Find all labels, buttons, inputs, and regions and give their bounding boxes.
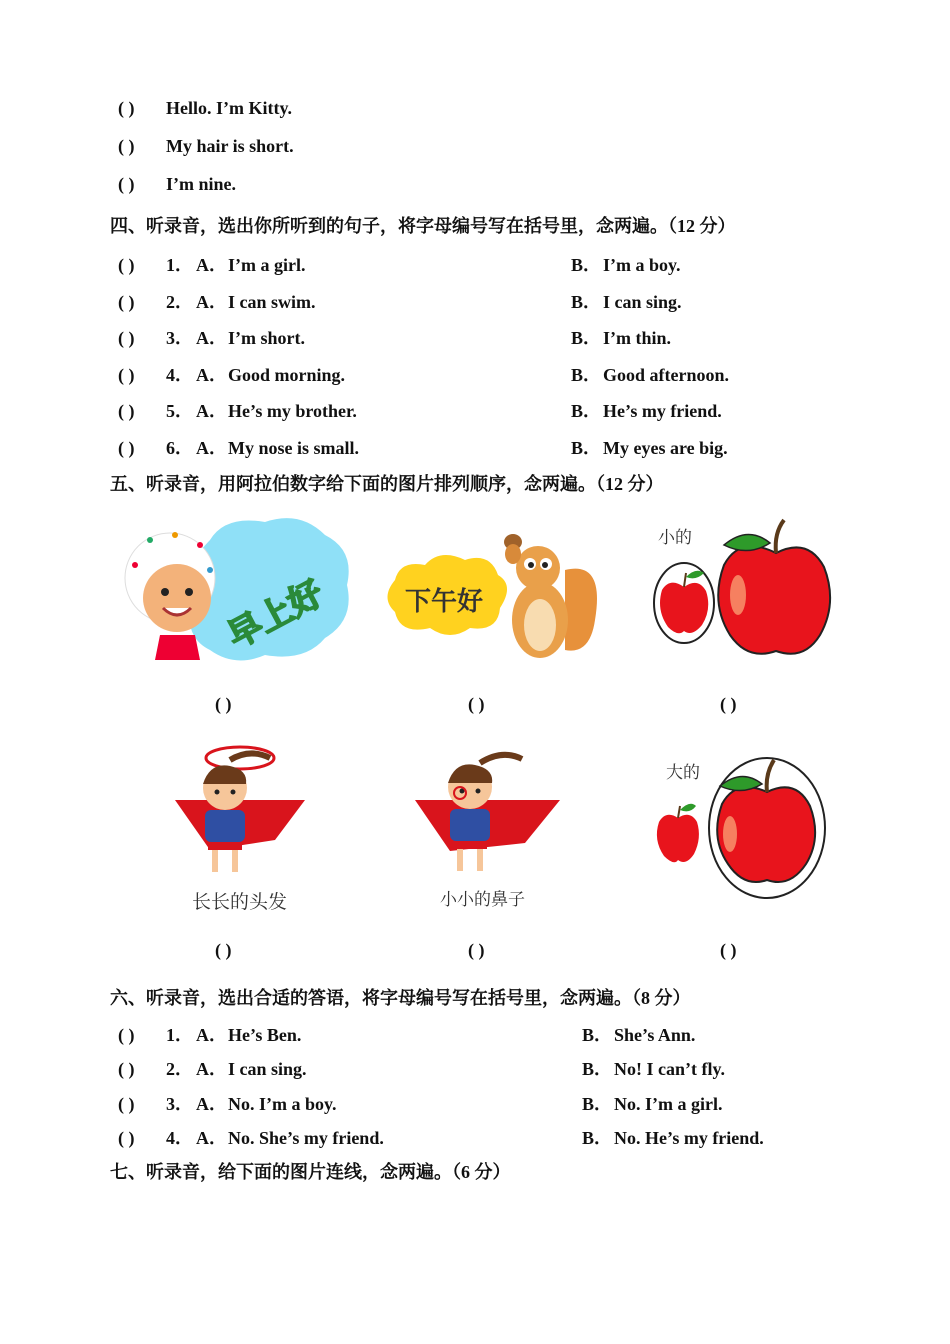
option-b-label: B． bbox=[582, 1128, 613, 1148]
answer-paren[interactable]: ( ) bbox=[118, 136, 135, 156]
option-b-label: B． bbox=[571, 292, 602, 312]
answer-paren[interactable]: ( ) bbox=[118, 438, 135, 458]
s4-question-5-b bbox=[571, 397, 722, 423]
section4-heading: 四、听录音，选出你所听到的句子，将字母编号写在括号里，念两遍。（12 分） bbox=[110, 216, 736, 236]
q-number: 5． bbox=[166, 401, 193, 421]
option-a-text: I can sing. bbox=[228, 1059, 307, 1079]
s6-question-4-b bbox=[582, 1124, 764, 1150]
s4-question-3-b bbox=[571, 324, 671, 350]
option-b-text: Good afternoon. bbox=[603, 365, 729, 385]
answer-paren[interactable]: ( ) bbox=[118, 401, 135, 421]
picture-order-blank-6[interactable]: ( ) bbox=[720, 940, 737, 960]
s6-question-2-b bbox=[582, 1055, 725, 1081]
girl-face bbox=[143, 564, 211, 632]
option-a-text: My nose is small. bbox=[228, 438, 360, 458]
s4-question-4-b bbox=[571, 361, 729, 387]
small-apple bbox=[657, 815, 699, 862]
s6-question-2 bbox=[118, 1055, 307, 1081]
s3-item-text: My hair is short. bbox=[166, 136, 294, 156]
blue-shirt bbox=[450, 809, 490, 841]
q-number: 4． bbox=[166, 1128, 193, 1148]
answer-paren[interactable]: ( ) bbox=[118, 98, 135, 118]
option-b-text: No! I can’t fly. bbox=[614, 1059, 725, 1079]
s4-question-2 bbox=[118, 288, 316, 314]
s4-question-5 bbox=[118, 397, 357, 423]
answer-paren[interactable]: ( ) bbox=[118, 174, 135, 194]
picture-small-apple bbox=[648, 515, 838, 665]
picture-good-morning bbox=[115, 510, 355, 670]
blue-shirt bbox=[205, 810, 245, 842]
s4-question-6-b bbox=[571, 434, 728, 460]
option-b-label: B． bbox=[582, 1059, 613, 1079]
section6-heading: 六、听录音，选出合适的答语，将字母编号写在括号里，念两遍。（8 分） bbox=[110, 988, 691, 1008]
s4-question-4 bbox=[118, 361, 345, 387]
option-b-label: B． bbox=[571, 365, 602, 385]
option-a-text: Good morning. bbox=[228, 365, 346, 385]
answer-paren[interactable]: ( ) bbox=[118, 1094, 135, 1114]
answer-paren[interactable]: ( ) bbox=[118, 292, 135, 312]
section5-heading: 五、听录音，用阿拉伯数字给下面的图片排列顺序，念两遍。（12 分） bbox=[110, 474, 664, 494]
picture-long-hair bbox=[170, 740, 310, 885]
s4-question-1-b bbox=[571, 251, 681, 277]
answer-paren[interactable]: ( ) bbox=[118, 1059, 135, 1079]
option-b-label: B． bbox=[571, 255, 602, 275]
squirrel-head bbox=[516, 546, 560, 590]
s6-question-3-b bbox=[582, 1090, 722, 1116]
option-a-label: A． bbox=[196, 401, 227, 421]
s6-question-1-b bbox=[582, 1021, 695, 1047]
q-number: 3． bbox=[166, 1094, 193, 1114]
option-b-text: I’m thin. bbox=[603, 328, 672, 348]
option-b-text: No. I’m a girl. bbox=[614, 1094, 723, 1114]
picture-order-blank-3[interactable]: ( ) bbox=[720, 694, 737, 714]
picture-order-blank-1[interactable]: ( ) bbox=[215, 694, 232, 714]
s4-question-1 bbox=[118, 251, 305, 277]
s4-question-6 bbox=[118, 434, 359, 460]
s3-item-text: I’m nine. bbox=[166, 174, 237, 194]
option-a-label: A． bbox=[196, 1128, 227, 1148]
s3-item-1 bbox=[118, 98, 292, 119]
q-number: 3． bbox=[166, 328, 193, 348]
option-a-label: A． bbox=[196, 292, 227, 312]
caption-good-afternoon: 下午好 bbox=[405, 587, 484, 617]
option-b-text: I can sing. bbox=[603, 292, 682, 312]
section7-heading: 七、听录音，给下面的图片连线，念两遍。（6 分） bbox=[110, 1162, 511, 1182]
answer-paren[interactable]: ( ) bbox=[118, 1025, 135, 1045]
option-b-label: B． bbox=[571, 328, 602, 348]
caption-small-nose: 小小的鼻子 bbox=[440, 890, 525, 910]
option-a-text: No. I’m a boy. bbox=[228, 1094, 337, 1114]
caption-long-hair: 长长的头发 bbox=[192, 891, 288, 913]
s6-question-4 bbox=[118, 1124, 384, 1150]
small-apple bbox=[660, 583, 708, 634]
s4-question-2-b bbox=[571, 288, 682, 314]
option-a-label: A． bbox=[196, 255, 227, 275]
option-a-label: A． bbox=[196, 365, 227, 385]
option-b-label: B． bbox=[582, 1094, 613, 1114]
caption-small: 小的 bbox=[658, 528, 692, 548]
q-number: 4． bbox=[166, 365, 193, 385]
q-number: 1． bbox=[166, 255, 193, 275]
picture-order-blank-2[interactable]: ( ) bbox=[468, 694, 485, 714]
option-a-text: He’s Ben. bbox=[228, 1025, 302, 1045]
option-a-text: He’s my brother. bbox=[228, 401, 357, 421]
option-b-text: I’m a boy. bbox=[603, 255, 681, 275]
s3-item-text: Hello. I’m Kitty. bbox=[166, 98, 292, 118]
q-number: 1． bbox=[166, 1025, 193, 1045]
picture-small-nose bbox=[410, 745, 565, 885]
s3-item-2 bbox=[118, 136, 294, 157]
option-b-label: B． bbox=[571, 438, 602, 458]
q-number: 6． bbox=[166, 438, 193, 458]
picture-good-afternoon bbox=[380, 530, 600, 665]
option-b-text: No. He’s my friend. bbox=[614, 1128, 764, 1148]
option-b-label: B． bbox=[571, 401, 602, 421]
option-a-label: A． bbox=[196, 1094, 227, 1114]
s3-item-3 bbox=[118, 174, 236, 195]
caption-good-morning: 早上好 bbox=[221, 573, 331, 657]
answer-paren[interactable]: ( ) bbox=[118, 365, 135, 385]
option-a-text: I can swim. bbox=[228, 292, 316, 312]
option-a-text: I’m a girl. bbox=[228, 255, 306, 275]
squirrel-tail bbox=[565, 569, 597, 651]
picture-order-blank-4[interactable]: ( ) bbox=[215, 940, 232, 960]
option-a-label: A． bbox=[196, 1059, 227, 1079]
girl-dress bbox=[155, 635, 200, 660]
option-b-text: My eyes are big. bbox=[603, 438, 728, 458]
s6-question-3 bbox=[118, 1090, 337, 1116]
answer-paren[interactable]: ( ) bbox=[118, 328, 135, 348]
q-number: 2． bbox=[166, 1059, 193, 1079]
q-number: 2． bbox=[166, 292, 193, 312]
option-b-text: She’s Ann. bbox=[614, 1025, 696, 1045]
picture-big-apple bbox=[650, 750, 830, 900]
option-a-label: A． bbox=[196, 328, 227, 348]
option-b-label: B． bbox=[582, 1025, 613, 1045]
option-a-text: I’m short. bbox=[228, 328, 305, 348]
s6-question-1 bbox=[118, 1021, 301, 1047]
option-a-label: A． bbox=[196, 1025, 227, 1045]
picture-order-blank-5[interactable]: ( ) bbox=[468, 940, 485, 960]
option-b-text: He’s my friend. bbox=[603, 401, 722, 421]
caption-big: 大的 bbox=[666, 763, 700, 783]
option-a-label: A． bbox=[196, 438, 227, 458]
answer-paren[interactable]: ( ) bbox=[118, 255, 135, 275]
answer-paren[interactable]: ( ) bbox=[118, 1128, 135, 1148]
s4-question-3 bbox=[118, 324, 305, 350]
option-a-text: No. She’s my friend. bbox=[228, 1128, 384, 1148]
